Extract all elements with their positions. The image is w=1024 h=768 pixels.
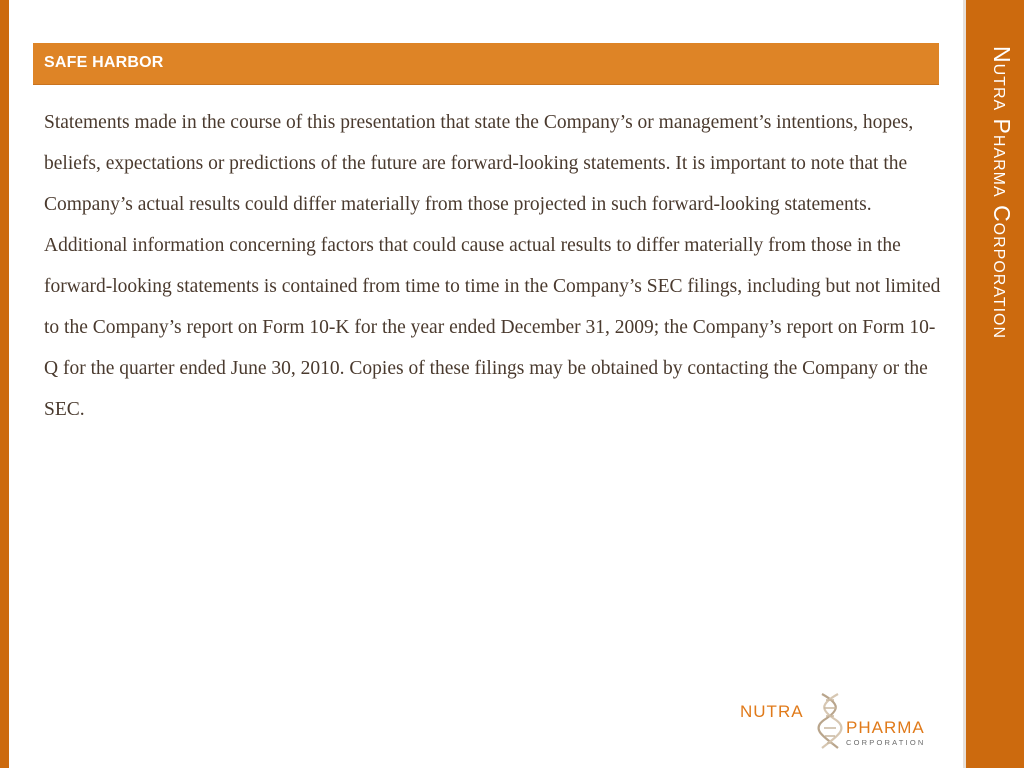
safe-harbor-statement: Statements made in the course of this presentation that state the Company’s or management’s intentions, hopes, beliefs, expectations or predictions of the future are forward-looking statements. It is important to note that the Company’s actual results could differ materially from those projected in such forward-looking statements. Additional information concerning factors that could cause actual results to differ materially from those in the forward-looking statements is contained from time to time in the Company’s SEC filings, including but not limited to the Company’s report on Form 10-K for the year ended December 31, 2009; the Company’s report on Form 10-Q for the quarter ended June 30, 2010. Copies of these filings may be obtained by contacting the Company or the SEC.	[44, 112, 941, 420]
company-logo	[738, 690, 943, 750]
logo-word-nutra: NUTRA	[740, 702, 804, 721]
side-company-title: Nutra Pharma Corporation	[989, 46, 1015, 340]
slide-title-bar	[33, 43, 939, 85]
right-band-edge	[963, 0, 966, 768]
slide-title: SAFE HARBOR	[44, 54, 164, 71]
logo-word-corporation: CORPORATION	[846, 738, 926, 747]
dna-helix-icon	[814, 692, 848, 750]
logo-word-pharma: PHARMA	[846, 718, 925, 737]
left-accent-bar	[0, 0, 9, 768]
